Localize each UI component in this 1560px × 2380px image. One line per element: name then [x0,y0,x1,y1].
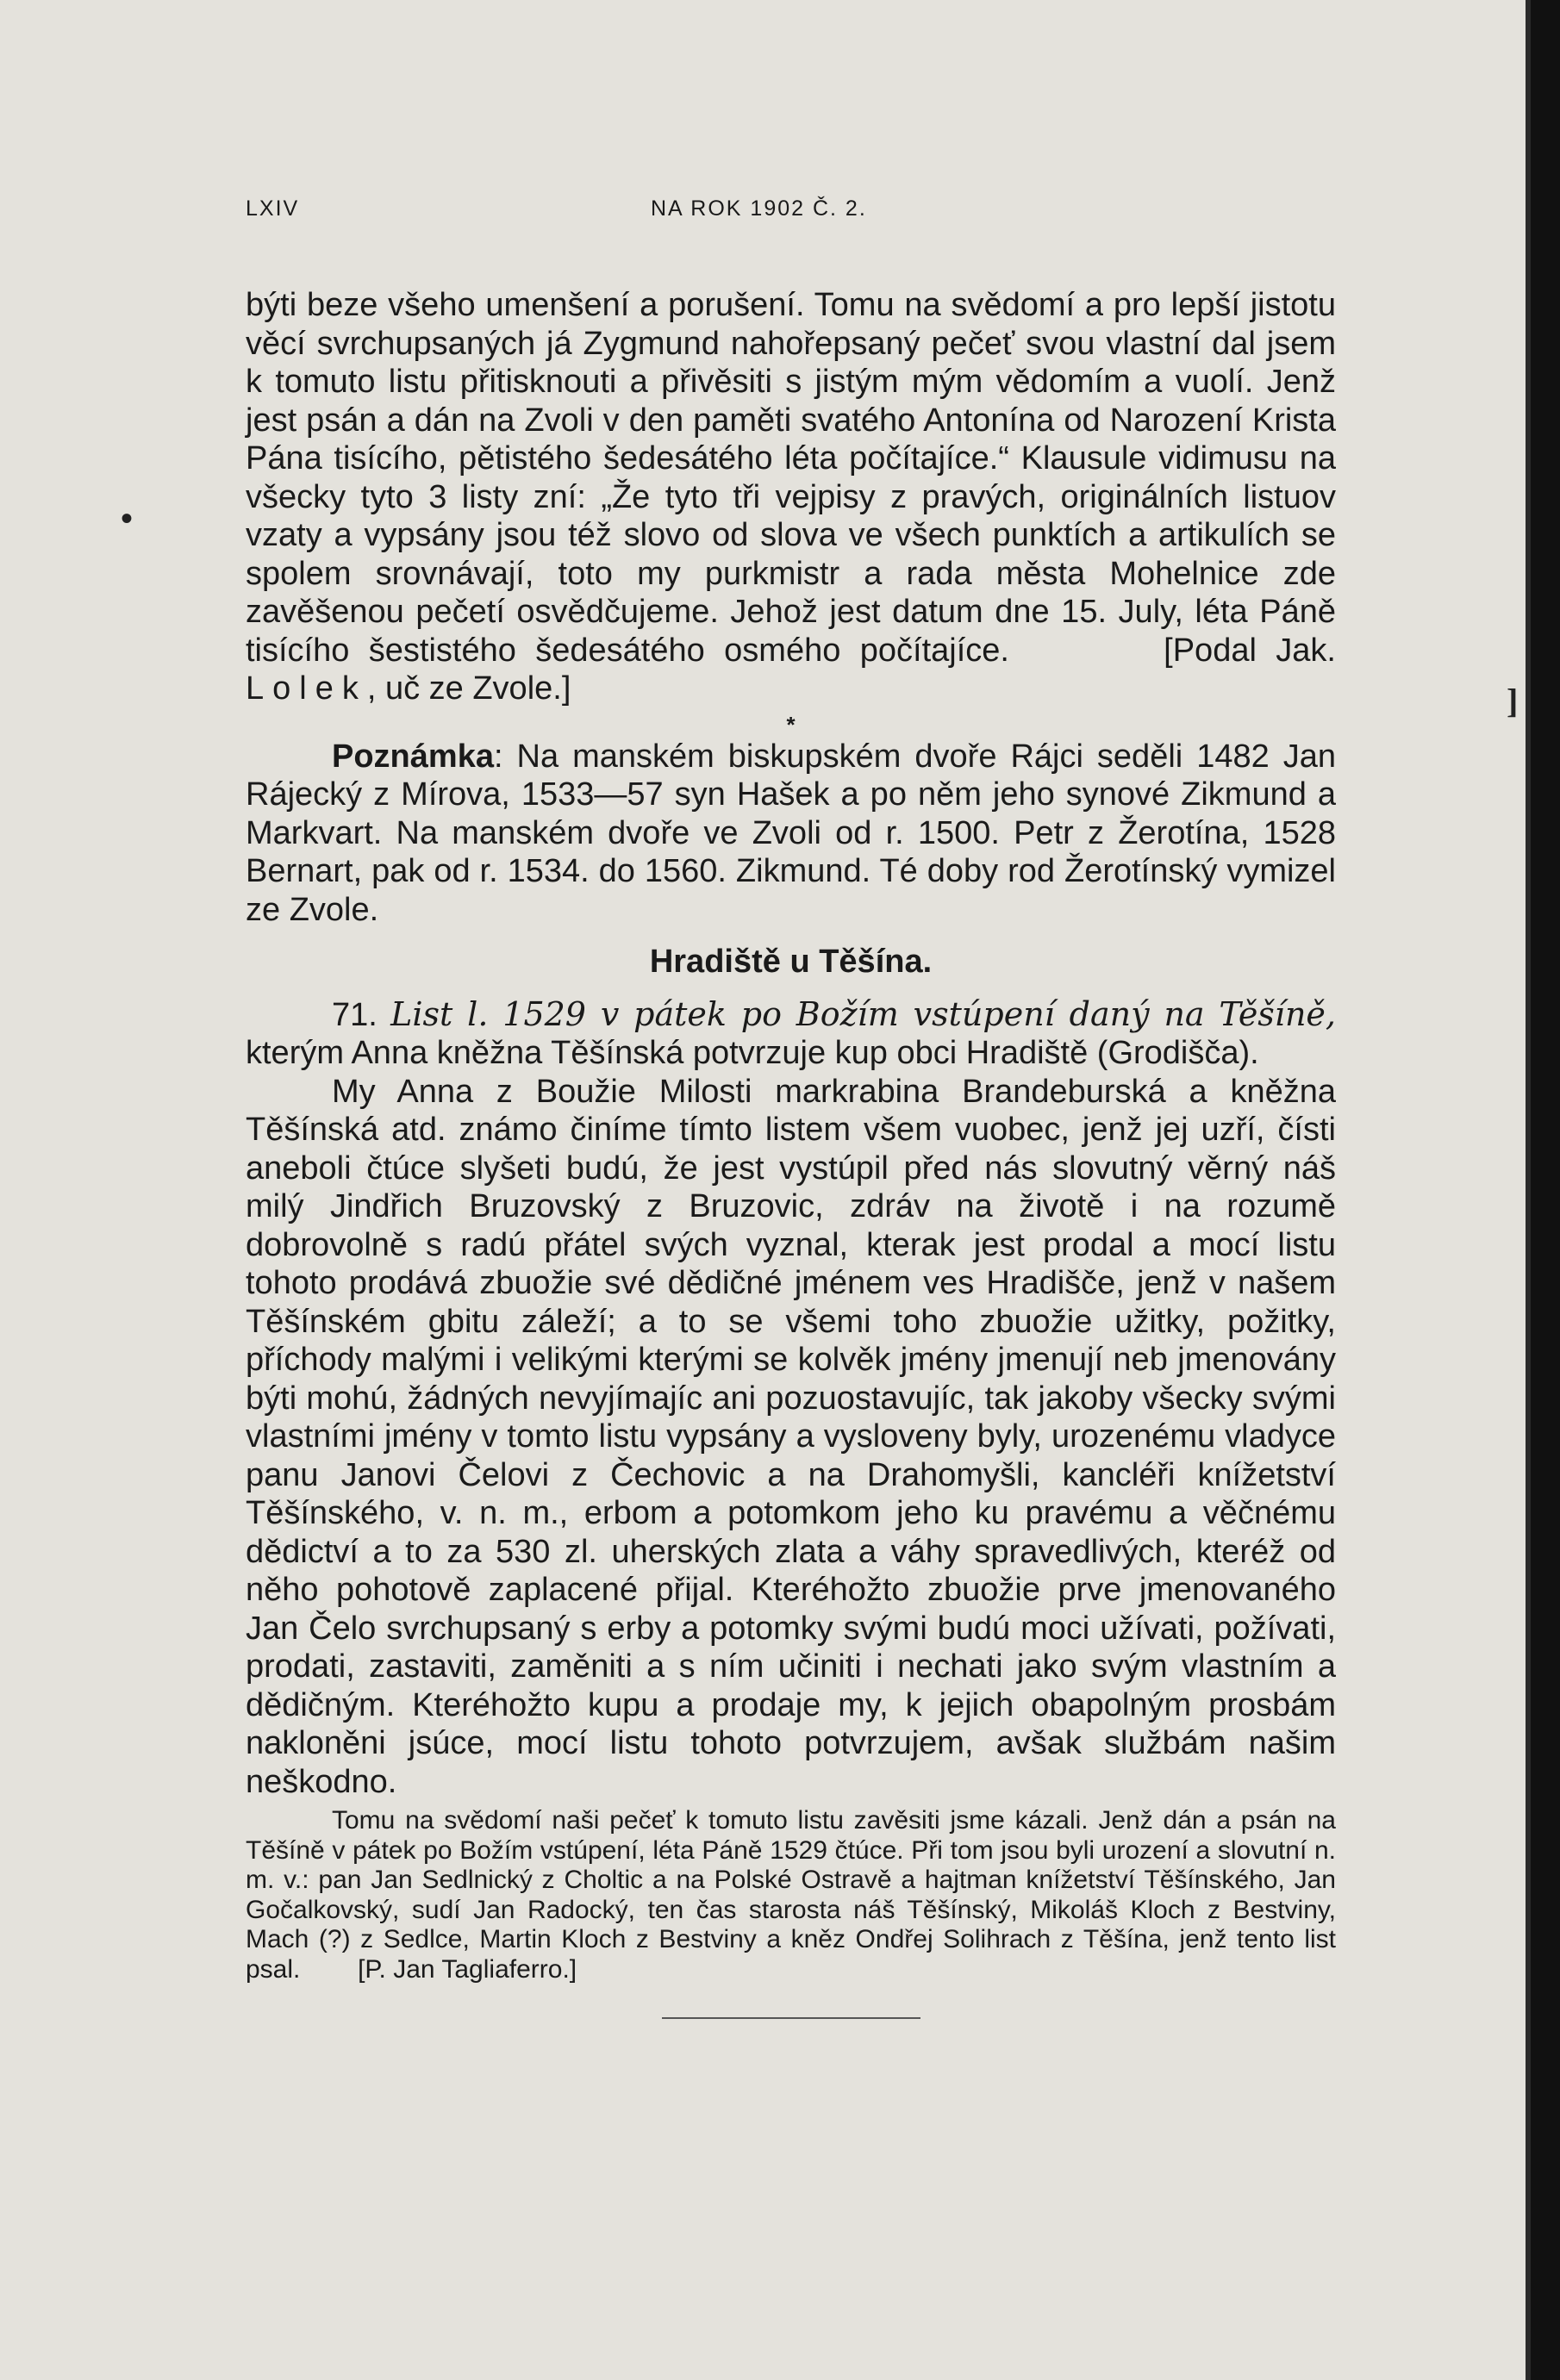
document-title [246,995,1336,1073]
running-title: NA ROK 1902 Č. 2. [651,196,867,221]
page-number: LXIV [246,196,300,221]
attribution-prefix: [Podal Jak. [1164,632,1336,669]
document-number: 71. [332,996,378,1033]
paragraph-continued-text: býti beze všeho umenšení a porušení. Tomu na svědomí a pro lepší jistotu věcí svrchupsaných já Zygmund nahořepsaný pečeť svou vlastní dal jsem k tomuto listu přitisknouti a přivěsiti s jistým mým vědomím a vuolí. Jenž jest psán a dán na Zvoli v den paměti svatého Antonína od Narození Krista Pána tisícího, pětistého šedesátého léta počítajíce.“ Klausule vidimusu na všecky tyto 3 listy zní: „Že tyto tři vejpisy z pravých, originálních listuov vzaty a vypsány jsou též slovo od slova ve všech punktích a artikulích se spolem srovnávají, toto my purkmistr a rada města Mohelnice zde zavěšenou pečetí osvědčujeme. Jehož jest datum dne 15. July, léta Páně tisícího šestistého šedesátého osmého počítajíce. [246,287,1336,669]
margin-bracket-mark: ] [1507,682,1519,720]
margin-speck: • [121,499,134,538]
attribution-name: Lolek [246,670,367,707]
document-title-blackletter: List l. 1529 v pátek po Božím vstúpení daný na Těšíně, [390,994,1337,1033]
separator-star: * [786,711,796,738]
page-content [246,286,1336,2019]
note-paragraph [246,738,1336,930]
document-title-text: kterým Anna kněžna Těšínská potvrzuje kup obci Hradiště (Grodišča). [246,1035,1259,1071]
closing-attribution: [P. Jan Tagliaferro.] [358,1954,577,1984]
document-body: My Anna z Boužie Milosti markrabina Brandeburská a kněžna Těšínská atd. známo činíme tímto listem všem vuobec, jenž jej uzří, čísti aneboli čtúce slyšeti budú, že jest vystúpil před nás slovutný věrný náš milý Jindřich Bruzovský z Bruzovic, zdráv na životě i na rozumě dobrovolně s radú přátel svých vyznal, kterak jest prodal a mocí listu tohoto prodává zbuožie své dědičné jménem ves Hradišče, jenž v našem Těšínském gbitu záleží; a to se všemi toho zbuožie užitky, požitky, příchody malými i velikými kterými se kolvěk jmény jmenují neb jmenovány býti mohú, žádných nevyjímajíc ani pozuostavujíc, tak jakoby všecky svými vlastními jmény v tomto listu vypsány a vysloveny byly, urozenému vladyce panu Janovi Čelovi z Čechovic a na Drahomyšli, kancléři knížetství Těšínského, v. n. m., erbom a potomkom jeho ku pravému a věčnému dědictví a to za 530 zl. uherských zlata a váhy spravedlivých, kteréž od něho pohotově zaplacené přijal. Kteréhožto zbuožie prve jmenovaného Jan Čelo svrchupsaný s erby a potomky svými budú moci užívati, požívati, prodati, zastaviti, zaměniti a s ním učiniti i nechati jako svým vlastním a dědičným. Kteréhožto kupu a prodaje my, k jejich obapolným prosbám nakloněni jsúce, mocí listu tohoto potvrzujem, avšak službám našim neškodno. [246,1073,1336,1800]
note-text: : Na manském biskupském dvoře Rájci seděli 1482 Jan Rájecký z Mírova, 1533—57 syn Hašek a po něm jeho synové Zikmund a Markvart. Na manském dvoře ve Zvoli od r. 1500. Petr z Žerotína, 1528 Bernart, pak od r. 1534. do 1560. Zikmund. Té doby rod Žerotínský vymizel ze Zvole. [246,738,1336,928]
note-label: Poznámka [332,738,494,775]
attribution-suffix: , uč ze Zvole.] [366,670,571,707]
section-heading: Hradiště u Těšína. [649,944,933,980]
closing-text: Tomu na svědomí naši pečeť k tomuto listu zavěsiti jsme kázali. Jenž dán a psán na Těšíně v pátek po Božím vstúpení, léta Páně 1529 čtúce. Při tom jsou byli urození a slovutní n. m. v.: pan Jan Sedlnický z Choltic a na Polské Ostravě a hajtman knížetství Těšínského, Jan Gočalkovský, sudí Jan Radocký, ten čas starosta náš Těšínský, Mikoláš Kloch z Bestviny, Mach (?) z Sedlce, Martin Kloch z Bestviny a kněz Ondřej Solihrach z Těšína, jenž tento list psal. [246,1806,1336,1984]
running-header [246,196,1349,231]
closing-paragraph [246,1806,1336,1984]
closing-rule [662,2017,920,2019]
paragraph-continued [246,286,1336,708]
